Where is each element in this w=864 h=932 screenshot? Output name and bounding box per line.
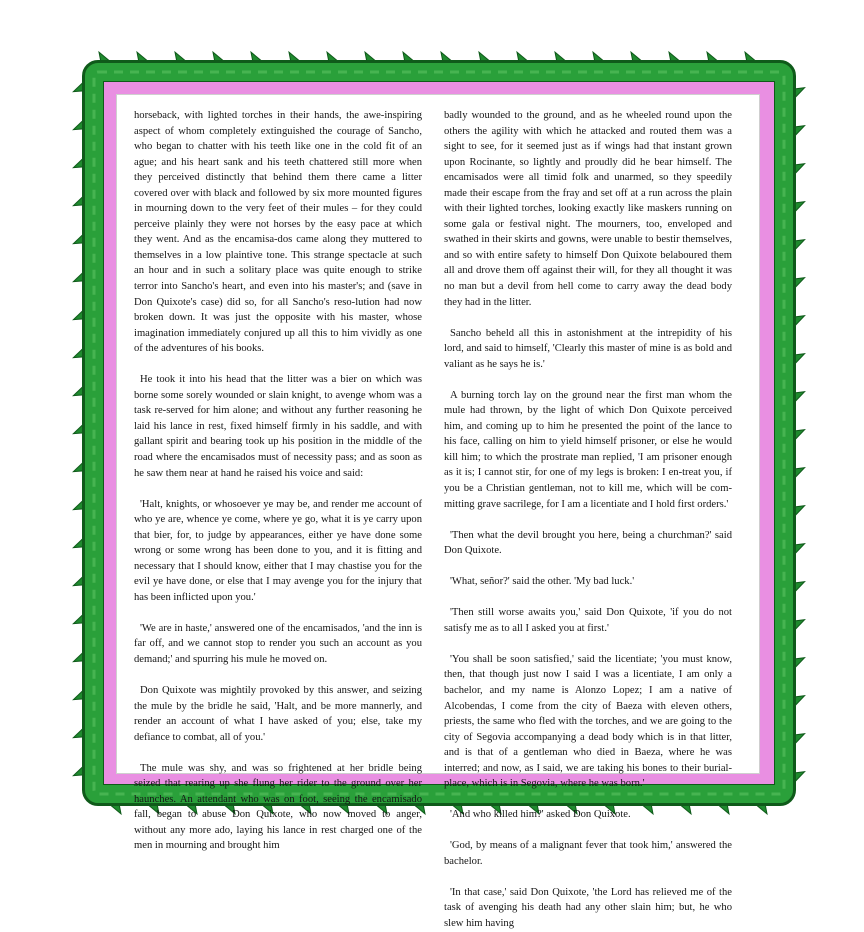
paragraph: 'Then what the devil brought you here, being a churchman?' said Don Quixote. bbox=[444, 529, 732, 557]
paragraph: 'God, by means of a malignant fever that took him,' answered the bachelor. bbox=[444, 840, 732, 867]
paragraph: He took it into his head that the litter was a bier on which was borne some sorely wounded or slain knight, to avenge whom was a task re-served for him alone; and without any further reasoning he laid his lance in rest, fixed himself firmly in his saddle, and with gallant spirit and bearing took up his position in the middle of the road where the encamisados must of necessity pass; and as soon as he saw them near at hand he raised his voice and said: bbox=[134, 374, 422, 479]
left-text-column bbox=[134, 108, 422, 854]
paragraph: Sancho beheld all this in astonishment at the intrepidity of his lord, and said to himself, 'Clearly this master of mine is as bold and valiant as he says he is.' bbox=[444, 327, 732, 370]
paragraph: 'Then still worse awaits you,' said Don Quixote, 'if you do not satisfy me as to all I asked you at first.' bbox=[444, 607, 732, 634]
paragraph: 'What, señor?' said the other. 'My bad luck.' bbox=[450, 576, 635, 588]
paragraph: 'We are in haste,' answered one of the encamisados, 'and the inn is far off, and we cannot stop to render you such an account as you demand;' and spurring his mule he moved on. bbox=[134, 622, 422, 665]
paragraph: 'And who killed him?' asked Don Quixote. bbox=[450, 809, 631, 821]
paragraph: A burning torch lay on the ground near the first man whom the mule had thrown, by the light of which Don Quixote perceived him, and coming up to him he presented the point of the lance to his face, calling on him to yield himself prisoner, or else he would kill him; to which the prostrate man replied, 'I am prisoner enough as it is; I cannot stir, for one of my legs is broken: I en-treat you, if you be a Christian gentleman, not to kill me, which will be com-mitting grave sacrilege, for I am a licentiate and I hold first orders.' bbox=[444, 389, 732, 510]
paragraph: 'In that case,' said Don Quixote, 'the Lord has relieved me of the task of avenging his death had any other slain him; but, he who slew him having bbox=[444, 886, 732, 930]
paragraph: 'You shall be soon satisfied,' said the licentiate; 'you must know, then, that though just now I said I was a licentiate, I am only a bachelor, and my name is Alonzo Lopez; I am a native of Alcobendas, I come from the city of Baeza with eleven others, priests, the same who fled with the torches, and we are going to the city of Segovia accompanying a dead body which is in that litter, and is that of a gentleman who died in Baeza, where he was interred; and now, as I said, we are taking his bones to their burial-place, which is in Segovia, where he was born.' bbox=[444, 653, 732, 790]
paragraph: 'Halt, knights, or whosoever ye may be, and render me account of who ye are, whence ye come, where ye go, what it is ye carry upon that bier, for, to judge by appearances, either ye have done some wrong or some wrong has been done to you, and it is fitting and necessary that I should know, either that I may chastise you for the evil ye have done, or else that I may avenge you for the injury that has been inflicted upon you.' bbox=[134, 498, 422, 603]
paragraph: horseback, with lighted torches in their hands, the awe-inspiring aspect of whom completely extinguished the courage of Sancho, who began to chatter with his teeth like one in the cold fit of an ague; and his heart sank and his teeth chattered still more when they perceived distinctly that behind them there came a litter covered over with black and followed by six more mounted figures in mourning down to the very feet of their mules – for they could perceive plainly they were not horses by the easy pace at which they went. And as the encamisa-dos came along they muttered to themselves in a low plaintive tone. This strange spectacle at such an hour and in such a solitary place was quite enough to strike terror into Sancho's heart, and even into his master's; and (save in Don Quixote's case) did so, for all Sancho's reso-lution had now broken down. It was just the opposite with his master, whose imagination immediately conjured up all this to him vividly as one of the adventures of his books. bbox=[134, 110, 422, 355]
paragraph: badly wounded to the ground, and as he wheeled round upon the others the agility with which he attacked and routed them was a sight to see, for it seemed just as if wings had that instant grown upon Rocinante, so lightly and proudly did he bear himself. The encamisados were all timid folk and unarmed, so they speedily made their escape from the fray and set off at a run across the plain with their lighted torches, looking exactly like maskers running on some gala or festival night. The mourners, too, enveloped and swathed in their skirts and gowns, were unable to bestir themselves, and so with entire safety to himself Don Quixote belaboured them all and drove them off against their will, for they all thought it was no man but a devil from hell come to carry away the dead body they had in the litter. bbox=[444, 110, 732, 308]
paragraph: Don Quixote was mightily provoked by this answer, and seizing the mule by the bridle he said, 'Halt, and be more mannerly, and render an account of what I have asked of you; else, take my defiance to combat, all of you.' bbox=[134, 685, 422, 743]
right-text-column bbox=[444, 108, 732, 932]
paragraph: The mule was shy, and was so frightened at her bridle being seized that rearing up she flung her rider to the ground over her haunches. An attendant who was on foot, seeing the encamisado fall, began to abuse Don Quixote, who now moved to anger, without any more ado, laying his lance in rest charged one of the men in mourning and brought him bbox=[134, 762, 422, 852]
